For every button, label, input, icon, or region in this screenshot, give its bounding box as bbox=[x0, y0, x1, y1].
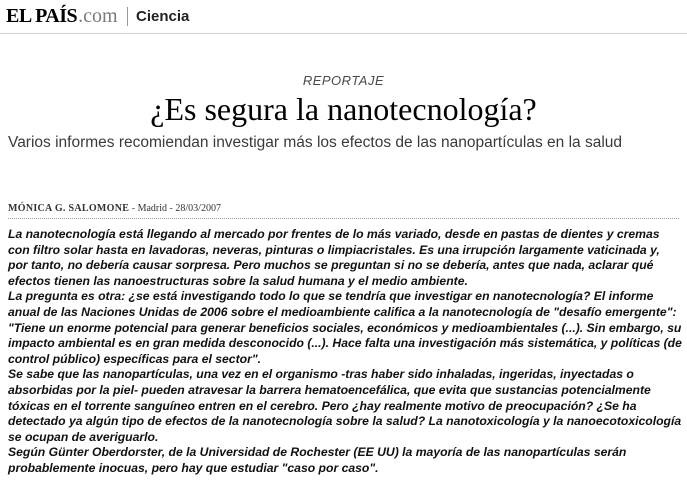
article-body bbox=[8, 227, 682, 477]
article-headline: ¿Es segura la nanotecnología? bbox=[150, 91, 537, 127]
article-kicker: REPORTAJE bbox=[302, 73, 385, 88]
article-subhead: Varios informes recomiendan investigar más los efectos de las nanopartículas en la salud bbox=[8, 134, 623, 151]
byline-divider bbox=[8, 218, 679, 219]
logo-main-text: EL PAÍS bbox=[6, 5, 78, 27]
masthead bbox=[0, 0, 687, 34]
section-link[interactable]: Ciencia bbox=[136, 8, 190, 25]
site-logo[interactable] bbox=[6, 5, 118, 29]
byline-author: MÓNICA G. SALOMONE bbox=[8, 203, 130, 214]
byline-location: Madrid bbox=[137, 203, 168, 214]
body-paragraph-4: Según Günter Oberdorster, de la Universidad de Rochester (EE UU) la mayoría de las nanopartículas serán probablemente inocuas, pero hay que estudiar "caso por caso". bbox=[8, 445, 627, 475]
logo-com-text: .com bbox=[78, 5, 118, 27]
article-byline: MÓNICA G. SALOMONE - Madrid - 28/03/2007 bbox=[8, 203, 221, 214]
byline-date: 28/03/2007 bbox=[175, 203, 221, 214]
body-paragraph-2: La pregunta es otra: ¿se está investigando todo lo que se tendría que investigar en nanotecnología? El informe anual de las Naciones Unidas de 2006 sobre el medioambiente califica a la nanotecnología de "desafío emergente": "Tiene un enorme potencial para generar beneficios sociales, económicos y medioambientales (...). Sin embargo, su impacto ambiental es en gran medida desconocido (...). Hace falta una investigación más sistemática, y políticas (de control público) específicas para el sector". bbox=[8, 289, 682, 366]
body-paragraph-1: La nanotecnología está llegando al mercado por frentes de lo más variado, desde en pastas de dientes y cremas con filtro solar hasta en lavadoras, neveras, pinturas o limpiacristales. Es una irrupción largamente vaticinada y, por tanto, no debería causar sorpresa. Pero muchos se preguntan si no se debería, antes que nada, aclarar qué efectos tienen las nanoestructuras sobre la salud humana y el medio ambiente. bbox=[8, 227, 660, 288]
body-paragraph-3: Se sabe que las nanopartículas, una vez en el organismo -tras haber sido inhaladas, ingeridas, inyectadas o absorbidas por la piel- pueden atravesar la barrera hematoencefálica, que evita que sustancias potencialmente tóxicas en el torrente sanguíneo entren en el cerebro. Pero ¿hay realmente motivo de preocupación? ¿Se ha detectado ya algún tipo de efectos de la nanotecnología sobre la salud? La nanotoxicología y la nanoecotoxicología se ocupan de averiguarlo. bbox=[8, 367, 682, 444]
masthead-divider bbox=[127, 7, 128, 26]
